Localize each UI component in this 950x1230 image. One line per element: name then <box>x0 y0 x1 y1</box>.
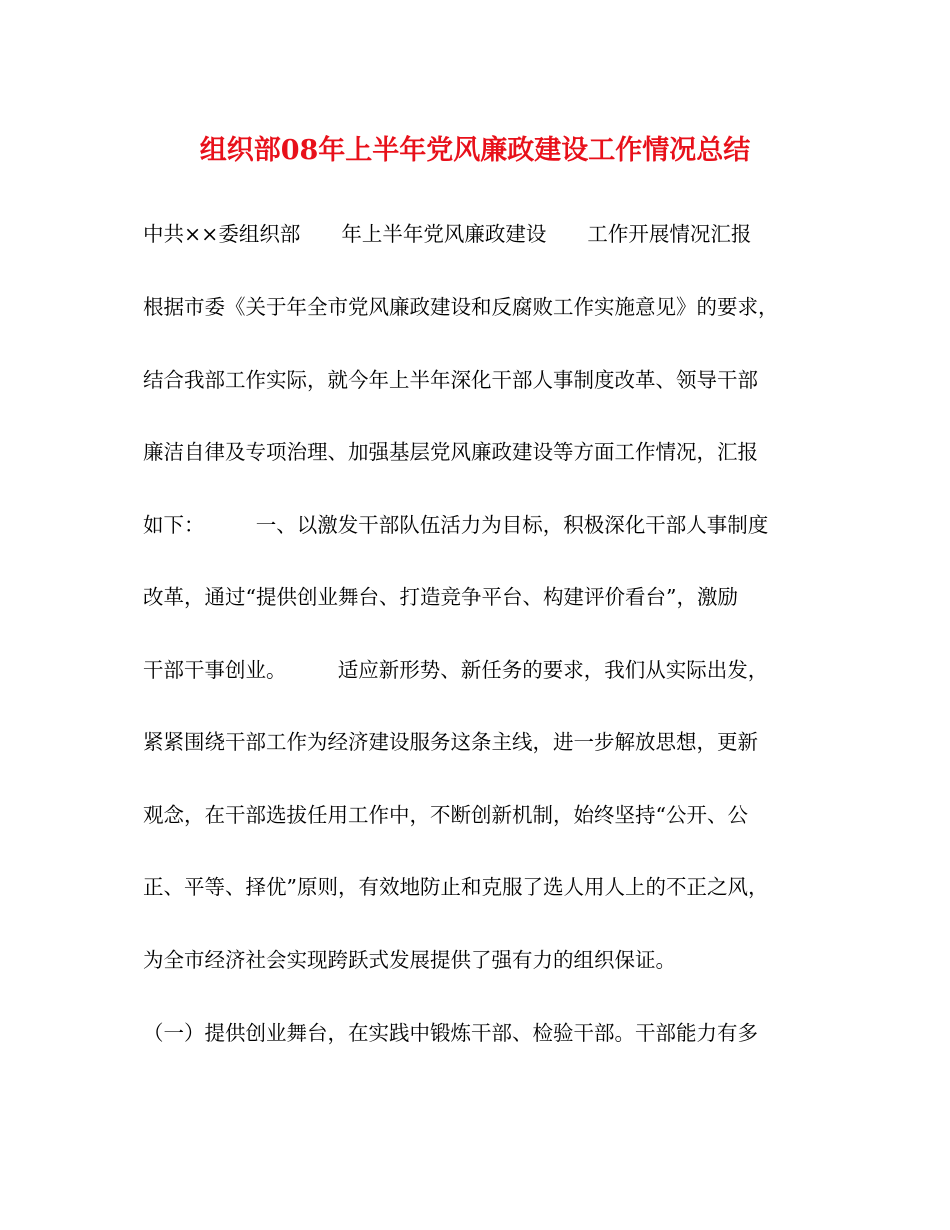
body-line: 中共××委组织部 年上半年党风廉政建设 工作开展情况汇报 <box>143 222 752 246</box>
body-line: 如下： 一、以激发干部队伍活力为目标，积极深化干部人事制度 <box>143 513 769 537</box>
document-title: 组织部08年上半年党风廉政建设工作情况总结 <box>199 135 751 166</box>
body-line: 干部干事创业。 适应新形势、新任务的要求，我们从实际出发， <box>143 658 769 682</box>
body-line: 观念，在干部选拔任用工作中，不断创新机制，始终坚持“公开、公 <box>143 803 748 827</box>
body-line: 结合我部工作实际，就今年上半年深化干部人事制度改革、领导干部 <box>143 368 758 392</box>
body-line: 廉洁自律及专项治理、加强基层党风廉政建设等方面工作情况，汇报 <box>143 440 758 464</box>
body-line: 根据市委《关于年全市党风廉政建设和反腐败工作实施意见》的要求， <box>143 295 779 319</box>
body-line: 为全市经济社会实现跨跃式发展提供了强有力的组织保证。 <box>143 948 676 972</box>
body-line: 改革，通过“提供创业舞台、打造竞争平台、构建评价看台”，激励 <box>143 585 738 609</box>
body-line: 正、平等、择优”原则，有效地防止和克服了选人用人上的不正之风， <box>143 875 769 899</box>
body-line: 紧紧围绕干部工作为经济建设服务这条主线，进一步解放思想，更新 <box>143 730 758 754</box>
body-line: （一）提供创业舞台，在实践中锻炼干部、检验干部。干部能力有多 <box>143 1021 758 1045</box>
